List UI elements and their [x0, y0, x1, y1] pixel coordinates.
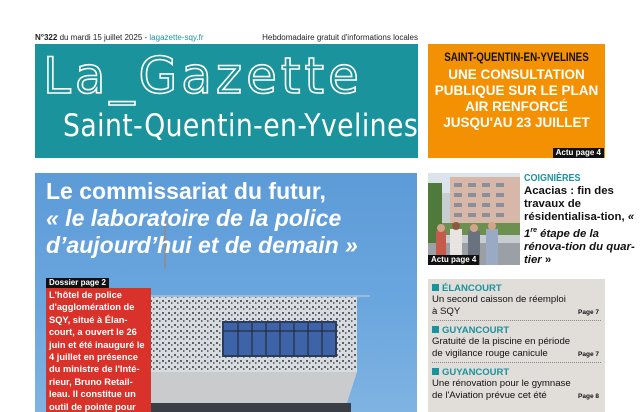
promo-headline: UNE CONSULTATION PUBLIQUE SUR LE PLAN AIR RENFORCÉ JUSQU'AU 23 JUILLET — [434, 67, 599, 130]
logo-title: La_Gazette — [43, 47, 363, 105]
dossier-box[interactable] — [46, 278, 151, 412]
hero-title-quote: « le laboratoire de la police d’aujourd’hui et de demain » — [46, 205, 358, 258]
news-place-label: GUYANCOURT — [442, 367, 510, 378]
news-item[interactable] — [432, 283, 601, 321]
news-place — [432, 283, 601, 294]
news-item[interactable] — [432, 367, 601, 404]
news-place-label: GUYANCOURT — [442, 325, 510, 336]
news-title: Un second caisson de réemploi à SQY — [432, 294, 566, 317]
news-title: Gratuité de la piscine en période de vigilance rouge canicule — [432, 336, 571, 359]
issue-number: N°322 — [35, 33, 58, 42]
news-item[interactable] — [432, 325, 601, 363]
brief-title-italic: étape de la rénova-tion du quar-tier — [524, 227, 635, 266]
news-title: Une rénovation pour le gymnase de l'Aviation prévue cet été — [432, 378, 571, 401]
square-bullet-icon — [432, 284, 439, 291]
promo-box[interactable] — [428, 44, 605, 158]
square-bullet-icon — [432, 368, 439, 375]
hero-title — [46, 178, 417, 259]
news-list — [428, 279, 605, 412]
news-place — [432, 325, 601, 336]
dossier-text: L'hôtel de police d'agglomération de SQY, situé à Élan-court, a ouvert le 26 juin et été inauguré le 4 juillet en présence du ministre de l'Inté-rieur, Bruno Retail-leau. Il constitue un outil de pointe pour — [46, 288, 151, 412]
news-page: Page 8 — [578, 393, 599, 400]
news-place — [432, 367, 601, 378]
news-page: Page 7 — [578, 309, 599, 316]
brief-article[interactable] — [524, 173, 636, 267]
residence-photo — [428, 173, 520, 265]
brief-place: COIGNIÈRES — [524, 173, 581, 184]
tagline: Hebdomadaire gratuit d'informations locales — [262, 33, 418, 42]
hero-title-line1: Le commissariat du futur, — [46, 178, 326, 204]
issue-date: du mardi 15 juillet 2025 - — [59, 33, 148, 42]
brief-title — [524, 185, 636, 267]
brief-title-quote-open: « 1 — [524, 211, 635, 240]
brief-title-sup: re — [530, 227, 537, 234]
promo-kicker: SAINT-QUENTIN-EN-YVELINES — [444, 52, 589, 64]
issue-line — [35, 33, 418, 43]
promo-page-tag: Actu page 4 — [553, 148, 604, 158]
website-link[interactable]: lagazette-sqy.fr — [149, 33, 204, 42]
masthead-logo — [35, 44, 418, 158]
dossier-page-tag: Dossier page 2 — [46, 278, 109, 288]
brief-photo[interactable] — [428, 173, 520, 265]
brief-title-quote-close: » — [541, 253, 552, 266]
photo-page-tag: Actu page 4 — [428, 255, 479, 265]
logo-subtitle: Saint-Quentin-en-Yvelines — [63, 108, 418, 144]
news-page: Page 7 — [578, 351, 599, 358]
news-place-label: ÉLANCOURT — [442, 283, 502, 294]
brief-title-plain: Acacias : fin des travaux de résidentialisa-tion, — [524, 185, 625, 223]
square-bullet-icon — [432, 326, 439, 333]
